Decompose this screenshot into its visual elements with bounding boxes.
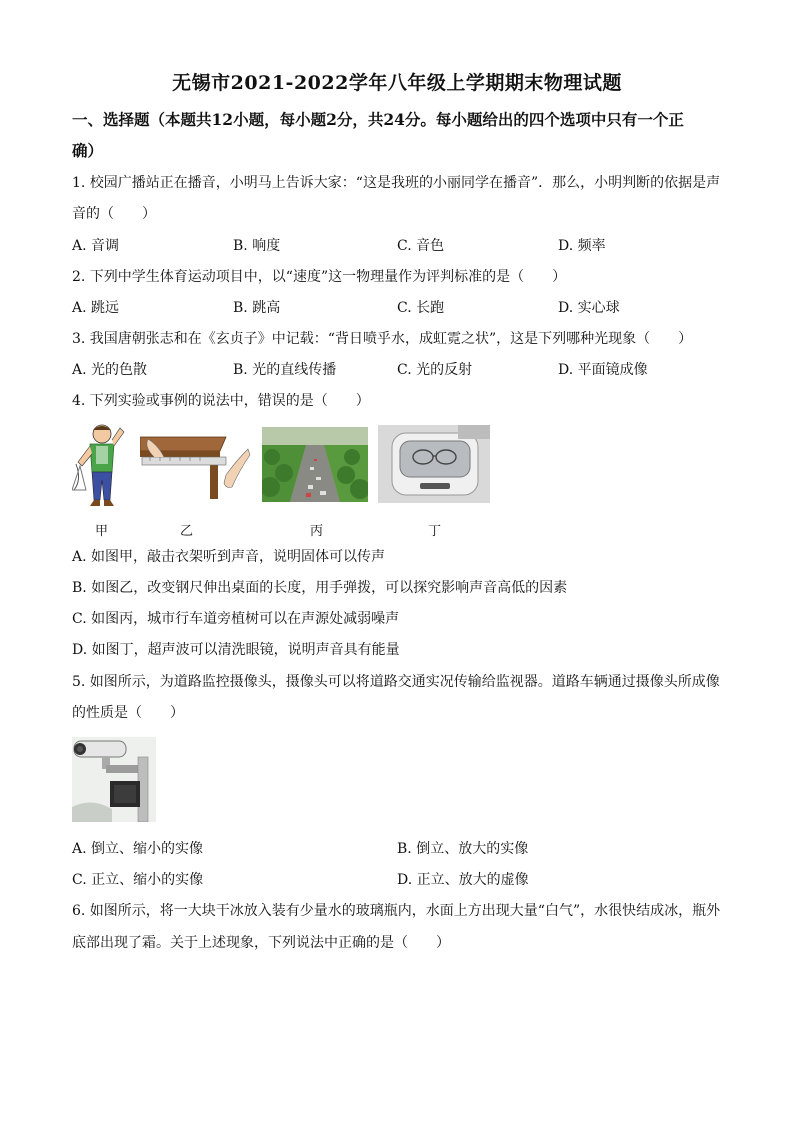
- q3-option-c: C. 光的反射: [397, 362, 473, 378]
- q4-option-b: B. 如图乙，改变钢尺伸出桌面的长度，用手弹拨，可以探究影响声音高低的因素: [72, 580, 568, 596]
- q3-option-d: D. 平面镜成像: [558, 362, 648, 378]
- figure-caption-bing: 丙: [310, 524, 324, 539]
- q2-option-a: A. 跳远: [72, 300, 120, 316]
- figure-caption-ding: 丁: [428, 524, 442, 539]
- question-1-stem-cont: 音的（ ）: [72, 206, 156, 222]
- q2-option-d: D. 实心球: [558, 300, 620, 316]
- question-5-stem-cont: 的性质是（ ）: [72, 705, 184, 721]
- q2-option-b: B. 跳高: [233, 300, 281, 316]
- q5-option-b: B. 倒立、放大的实像: [397, 841, 529, 857]
- q4-option-c: C. 如图丙，城市行车道旁植树可以在声源处减弱噪声: [72, 611, 400, 627]
- section-heading-cont: 确）: [72, 141, 104, 160]
- figure-ding-cleaner-image: [378, 425, 490, 503]
- figure-yi-ruler-image: [140, 427, 252, 499]
- question-5-stem: 5. 如图所示，为道路监控摄像头，摄像头可以将道路交通实况传输给监视器。道路车辆通过摄像头所成像: [72, 674, 720, 690]
- q5-option-c: C. 正立、缩小的实像: [72, 872, 204, 888]
- q1-option-d: D. 频率: [558, 238, 606, 254]
- page-title: 无锡市2021-2022学年八年级上学期期末物理试题: [172, 72, 622, 94]
- question-6-stem: 6. 如图所示，将一大块干冰放入装有少量水的玻璃瓶内，水面上方出现大量“白气”，水很快结成冰，瓶外: [72, 903, 721, 919]
- q4-option-a: A. 如图甲，敲击衣架听到声音，说明固体可以传声: [72, 549, 386, 565]
- figure-jia-hanger-image: [72, 420, 134, 510]
- q5-option-d: D. 正立、放大的虚像: [397, 872, 529, 888]
- q3-option-b: B. 光的直线传播: [233, 362, 337, 378]
- q2-option-c: C. 长跑: [397, 300, 445, 316]
- question-1-stem: 1. 校园广播站正在播音，小明马上告诉大家：“这是我班的小丽同学在播音”．那么，小明判断的依据是声: [72, 175, 721, 191]
- figure-caption-yi: 乙: [180, 524, 194, 539]
- q1-option-c: C. 音色: [397, 238, 445, 254]
- q1-option-b: B. 响度: [233, 238, 281, 254]
- section-heading: 一、选择题（本题共12小题，每小题2分，共24分。每小题给出的四个选项中只有一个正: [72, 110, 684, 129]
- q4-option-d: D. 如图丁，超声波可以清洗眼镜，说明声音具有能量: [72, 642, 400, 658]
- figure-surveillance-camera-image: [72, 737, 156, 822]
- question-6-stem-cont: 底部出现了霜。关于上述现象，下列说法中正确的是（ ）: [72, 935, 450, 951]
- q1-option-a: A. 音调: [72, 238, 120, 254]
- question-2-stem: 2. 下列中学生体育运动项目中，以“速度”这一物理量作为评判标准的是（ ）: [72, 269, 567, 285]
- question-3-stem: 3. 我国唐朝张志和在《玄贞子》中记载：“背日喷乎水，成虹霓之状”，这是下列哪种光现象（ ）: [72, 331, 693, 347]
- q3-option-a: A. 光的色散: [72, 362, 148, 378]
- question-4-stem: 4. 下列实验或事例的说法中，错误的是（ ）: [72, 393, 370, 409]
- figure-caption-jia: 甲: [95, 524, 109, 539]
- q5-option-a: A. 倒立、缩小的实像: [72, 841, 204, 857]
- figure-bing-road-image: [262, 427, 368, 502]
